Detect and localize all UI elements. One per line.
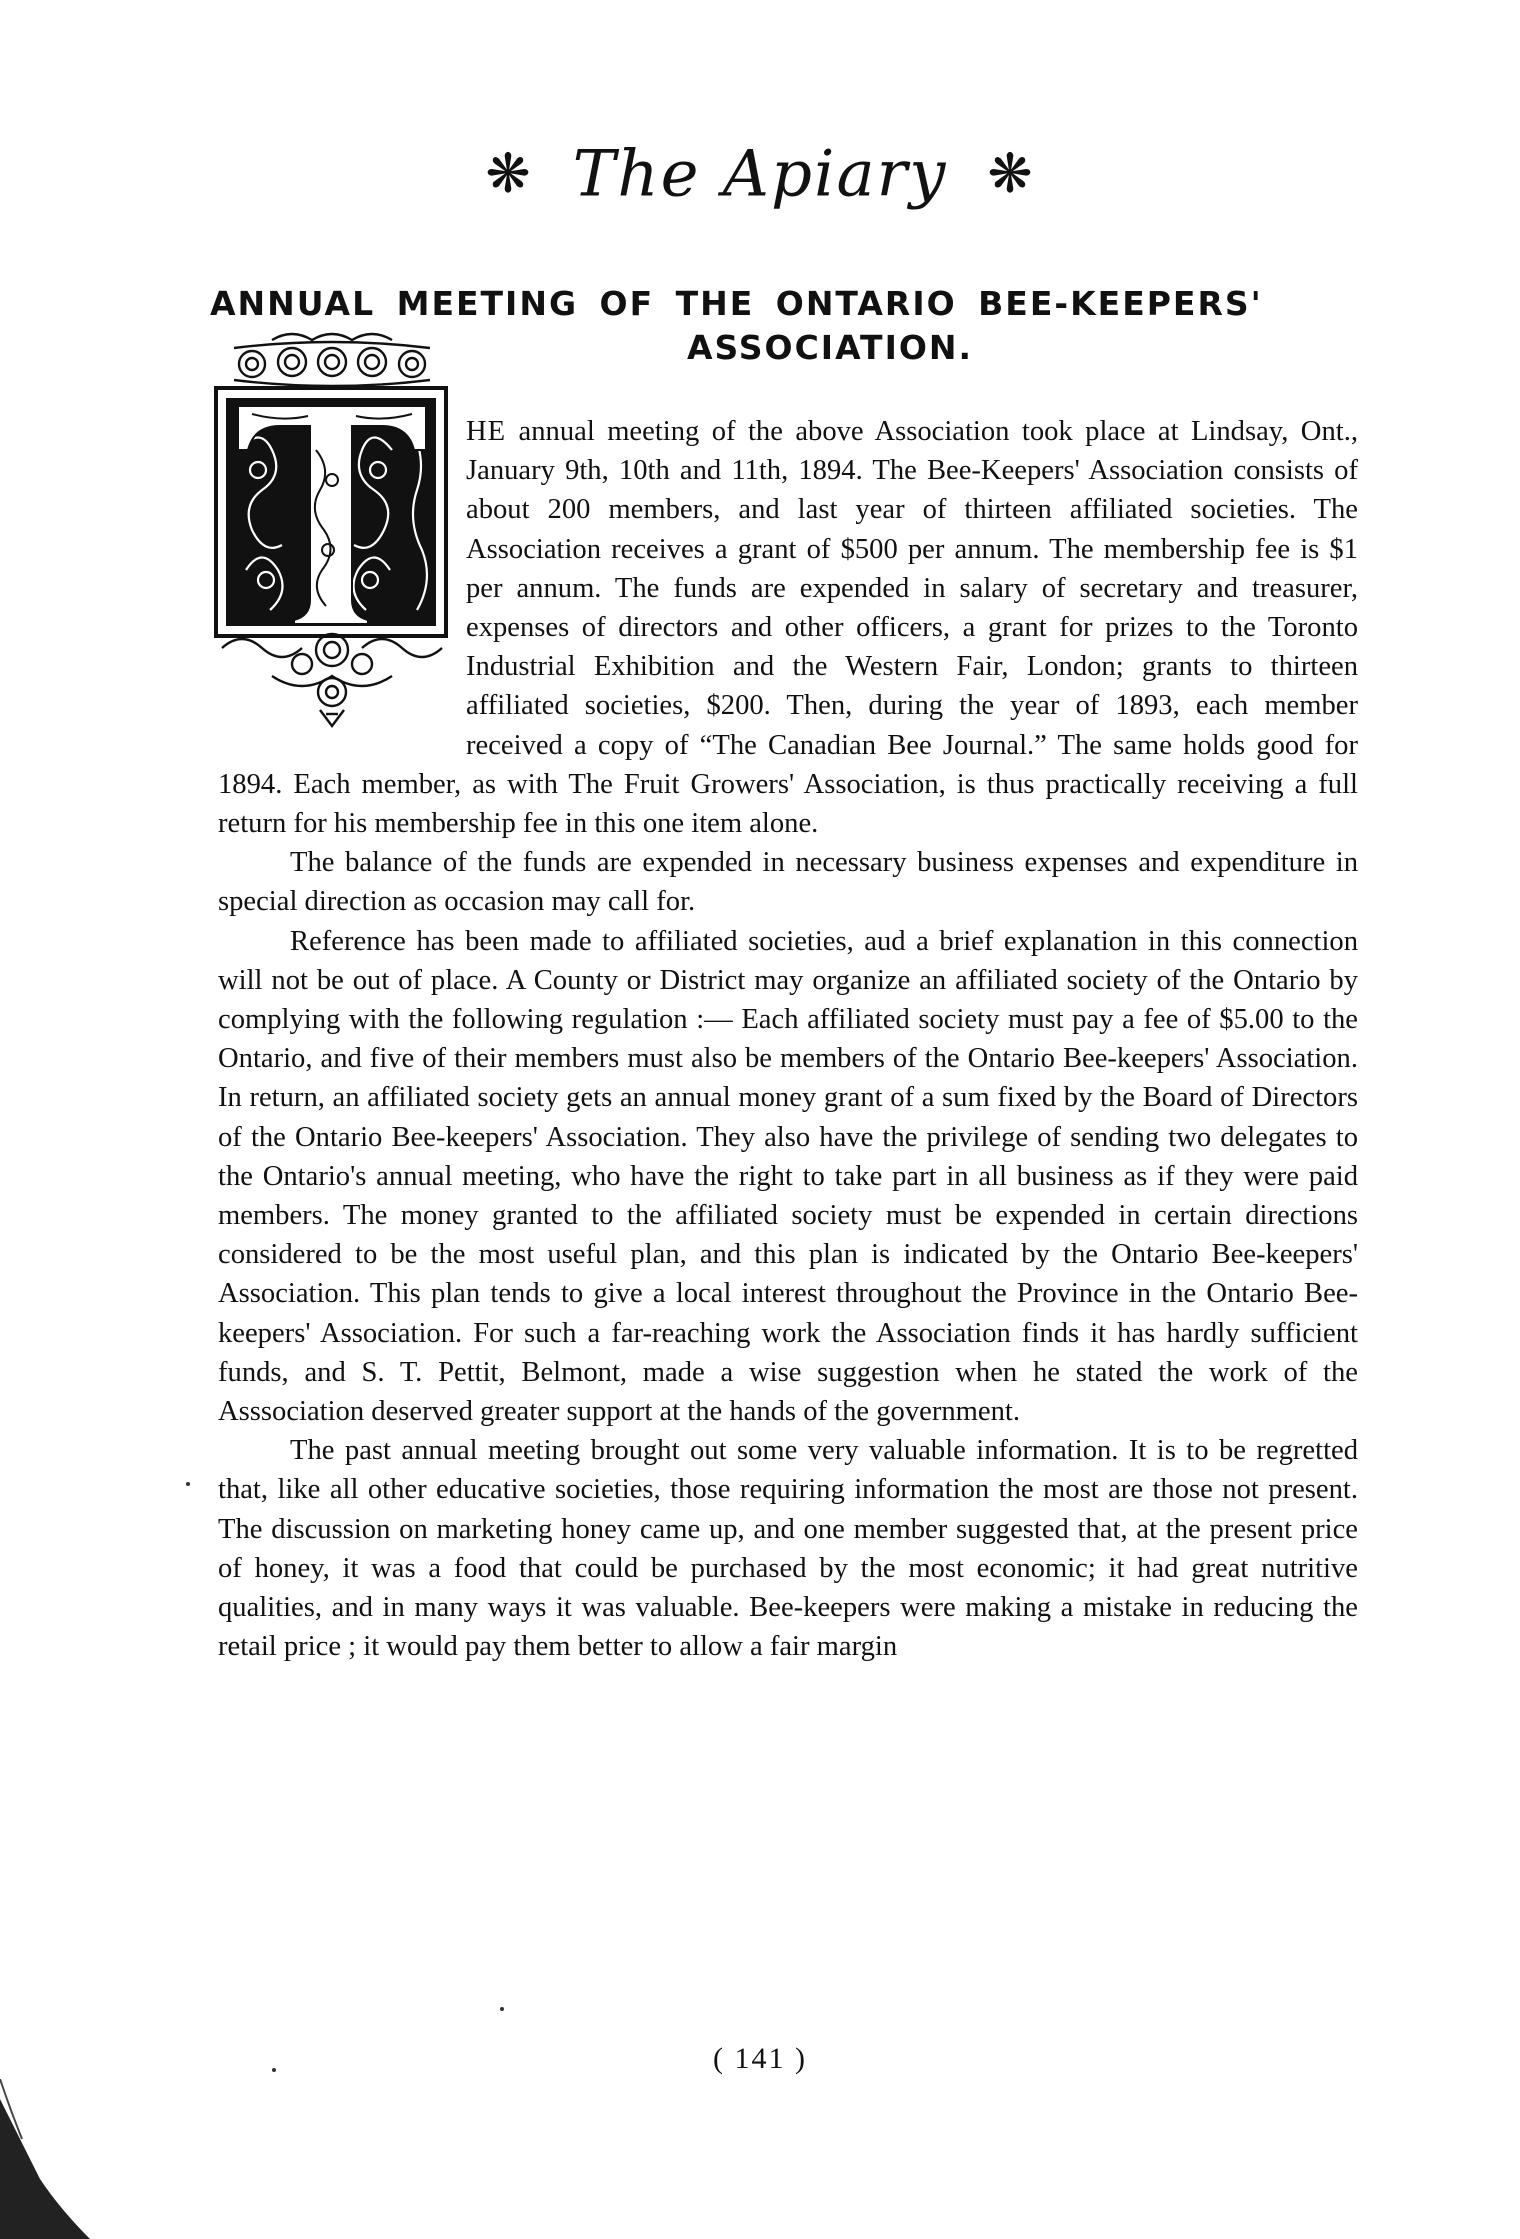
paragraph-3: Reference has been made to affiliated societies, aud a brief explanation in this connection will not be out of place. A County or District may organize an affiliated society of the Ontario by complying with the following regulation :— Each affiliated society must pay a fee of $5.00 to the Ontario, and five of their members must also be members of the Ontario Bee-keepers' Association. In return, an affiliated society gets an annual money grant of a sum fixed by the Board of Directors of the Ontario Bee-keepers' Association. They also have the privilege of sending two delegates to the Ontario's annual meeting, who have the right to take part in all business as if they were paid members. The money granted to the affiliated society must be expended in certain directions considered to be the most useful plan, and this plan is indicated by the Ontario Bee-keepers' Association. This plan tends to give a local interest throughout the Province in the Ontario Bee-keepers' Association. For such a far-reaching work the Association finds it has hardly sufficient funds, and S. T. Pettit, Belmont, made a wise suggestion when he stated the work of the Asssociation deserved greater support at the hands of the government. [218, 925, 1358, 1428]
left-asterism-icon: ❋ [485, 144, 533, 205]
article-title-line-2: ASSOCIATION. [686, 328, 974, 367]
paragraph-2: The balance of the funds are expended in necessary business expenses and expenditure in special direction as occasion may call for. [218, 847, 1358, 918]
stray-dot-mark [186, 1482, 190, 1486]
stray-dot-mark [272, 2068, 276, 2072]
article-body [218, 412, 1358, 1667]
drop-cap-spacer [218, 412, 466, 746]
page-number: ( 141 ) [713, 2042, 807, 2075]
section-header [0, 128, 1520, 214]
stray-dot-mark [500, 2007, 504, 2011]
paragraph-1-text: annual meeting of the above Association took place at Lindsay, Ont., January 9th, 10th and 11th, 1894. The Bee-Keepers' Association consists of about 200 members, and last year of thirteen affiliated societies. The Association receives a grant of $500 per annum. The membership fee is $1 per annum. The funds are expended in salary of secretary and treasurer, expenses of directors and other officers, a grant for prizes to the Toronto Industrial Exhibition and the Western Fair, London; grants to thirteen affiliated societies, $200. Then, during the year of 1893, each member received a copy of “The Canadian Bee Journal.” The same holds good for 1894. Each member, as with The Fruit Growers' Association, is thus practically receiving a full return for his membership fee in this one item alone. [218, 416, 1358, 840]
section-title: The Apiary [572, 137, 948, 212]
paragraph-4: The past annual meeting brought out some very valuable information. It is to be regretted that, like all other educative societies, those requiring information the most are those not present. The discussion on marketing honey came up, and one member suggested that, at the present price of honey, it was a food that could be purchased by the most economic; it had great nutritive qualities, and in many ways it was valuable. Bee-keepers were making a mistake in reducing the retail price ; it would pay them better to allow a fair margin [218, 1435, 1358, 1663]
paragraph-lead-letters: HE [466, 416, 507, 447]
article-title-line-1: ANNUAL MEETING OF THE ONTARIO BEE-KEEPERS' [210, 284, 1263, 323]
right-asterism-icon: ❋ [987, 144, 1035, 205]
page-edge-shadow [0, 2079, 110, 2239]
